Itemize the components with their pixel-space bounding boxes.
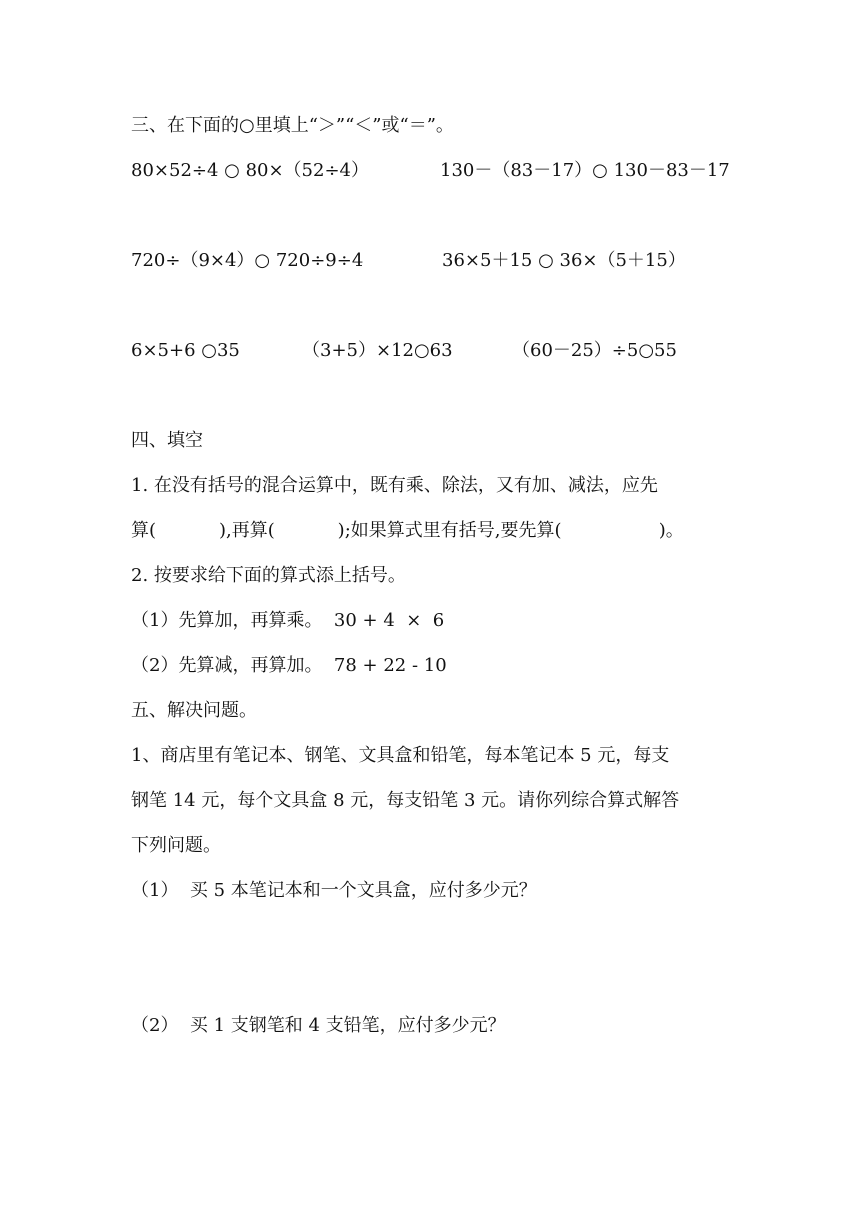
fill-question-1-line-2: 算( ),再算( );如果算式里有括号,要先算( )。 (131, 520, 684, 541)
compare-item-5: 6×5+6 ○35 (131, 340, 240, 361)
problem-1-subquestion-2: （2） 买 1 支钢笔和 4 支铅笔，应付多少元？ (131, 1015, 506, 1036)
fill-question-2-part-1: （1）先算加，再算乘。 30 + 4 × 6 (131, 610, 445, 631)
compare-item-6: （3+5）×12○63 (302, 340, 453, 361)
problem-1-subquestion-1: （1） 买 5 本笔记本和一个文具盒，应付多少元？ (131, 880, 537, 901)
fill-question-2: 2. 按要求给下面的算式添上括号。 (131, 565, 406, 586)
problem-1-line-1: 1、商店里有笔记本、钢笔、文具盒和铅笔，每本笔记本 5 元，每支 (131, 745, 670, 766)
problem-1-line-3: 下列问题。 (131, 835, 221, 856)
section-5-heading: 五、解决问题。 (131, 700, 257, 721)
compare-item-4: 36×5＋15 ○ 36×（5＋15） (442, 250, 686, 271)
problem-1-line-2: 钢笔 14 元，每个文具盒 8 元，每支铅笔 3 元。请你列综合算式解答 (131, 790, 680, 811)
compare-item-2: 130－（83－17）○ 130－83－17 (440, 160, 730, 181)
compare-item-1: 80×52÷4 ○ 80×（52÷4） (131, 160, 369, 181)
section-3-heading: 三、在下面的○里填上“＞”“＜”或“＝”。 (131, 115, 454, 136)
compare-item-3: 720÷（9×4）○ 720÷9÷4 (131, 250, 364, 271)
fill-question-2-part-2: （2）先算减，再算加。 78 + 22 - 10 (131, 655, 447, 676)
fill-question-1-line-1: 1. 在没有括号的混合运算中，既有乘、除法，又有加、减法，应先 (131, 475, 658, 496)
compare-item-7: （60－25）÷5○55 (512, 340, 677, 361)
section-4-heading: 四、填空 (131, 430, 203, 451)
